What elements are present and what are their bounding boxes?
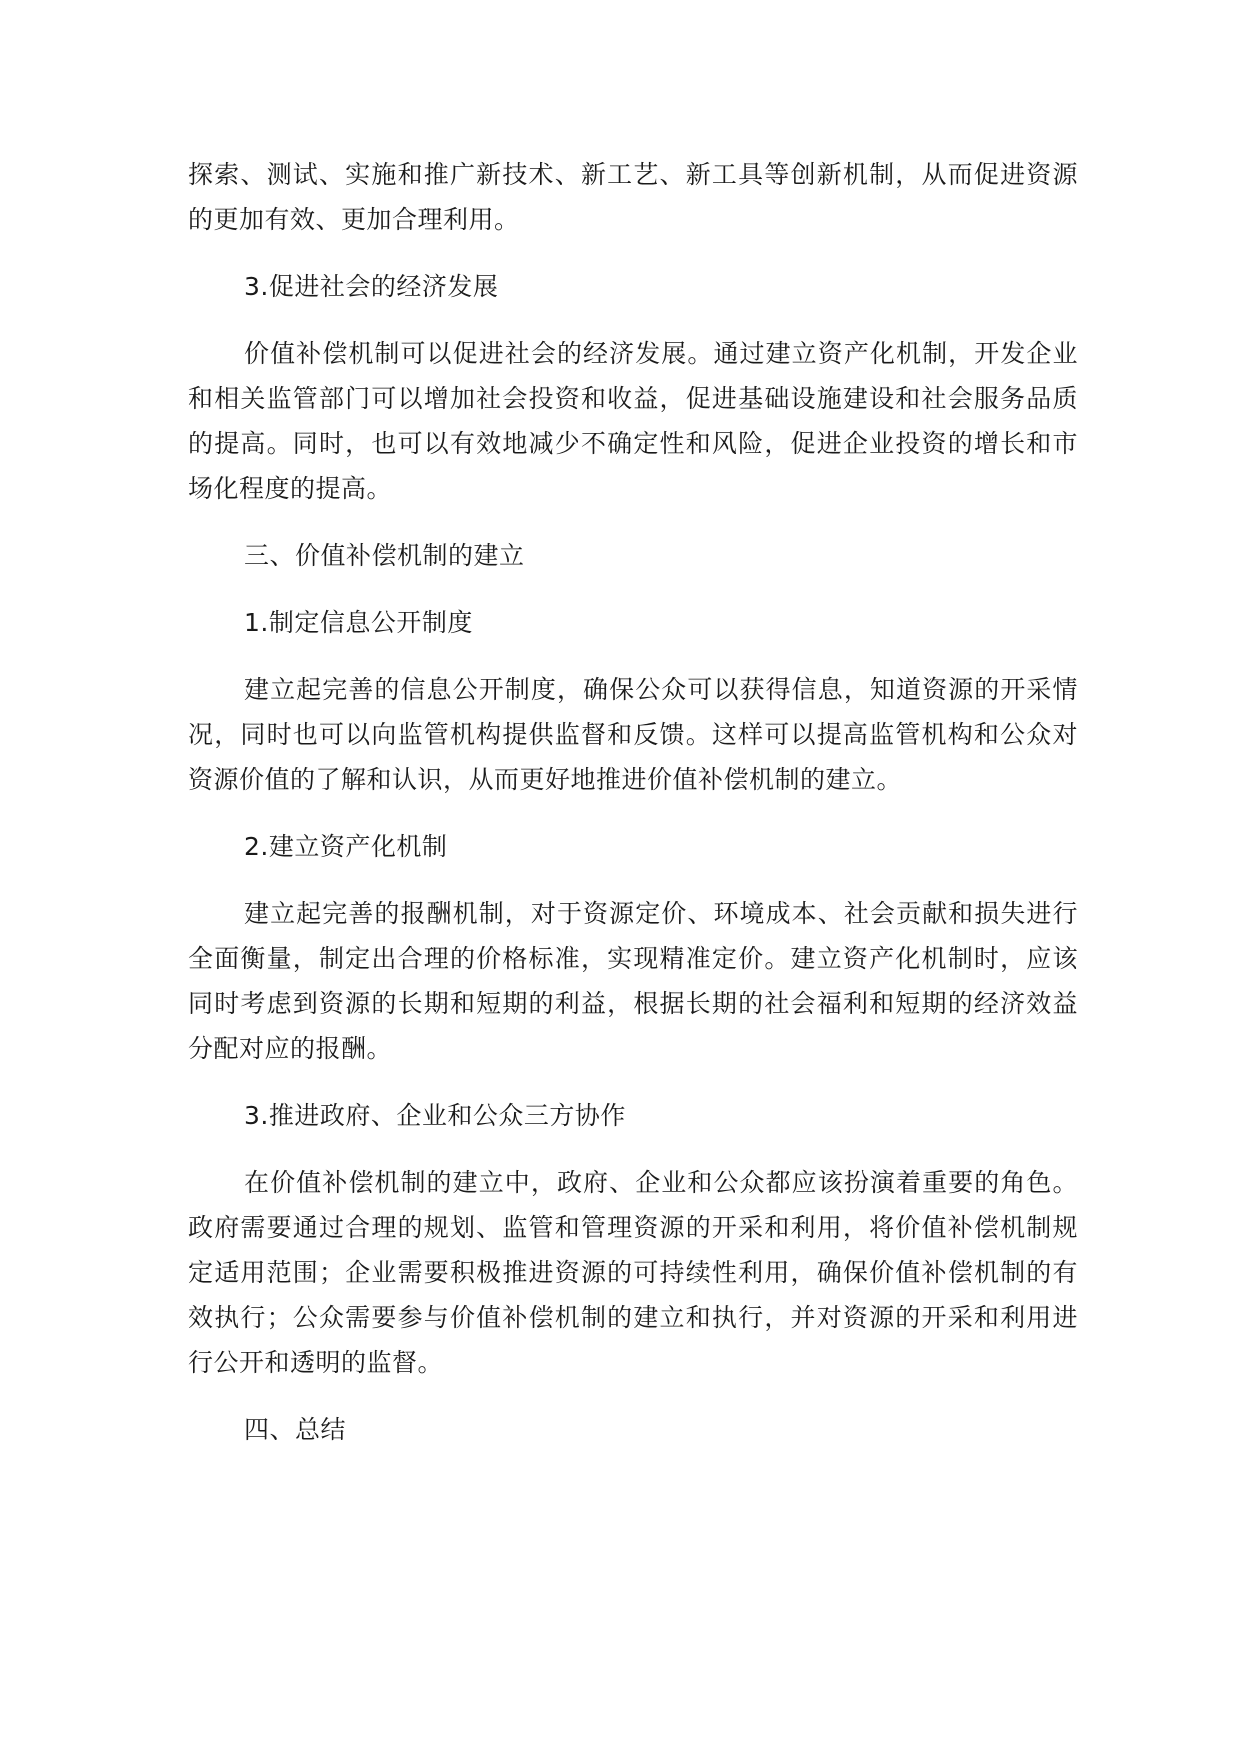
subheading-tripartite-cooperation: 3.推进政府、企业和公众三方协作	[244, 1101, 626, 1130]
subheading-capitalization-mechanism: 2.建立资产化机制	[244, 832, 448, 861]
subheading-economic-development: 3.促进社会的经济发展	[244, 272, 499, 301]
section-heading-summary: 四、总结	[244, 1415, 347, 1444]
paragraph-information-disclosure: 建立起完善的信息公开制度，确保公众可以获得信息，知道资源的开采情况，同时也可以向监管机构提供监督和反馈。这样可以提高监管机构和公众对资源价值的了解和认识，从而更好地推进价值补偿机制的建立。	[188, 675, 1078, 794]
subheading-information-disclosure: 1.制定信息公开制度	[244, 608, 473, 637]
paragraph-innovation-continued: 探索、测试、实施和推广新技术、新工艺、新工具等创新机制，从而促进资源的更加有效、更加合理利用。	[188, 160, 1078, 234]
paragraph-capitalization-mechanism: 建立起完善的报酬机制，对于资源定价、环境成本、社会贡献和损失进行全面衡量，制定出合理的价格标准，实现精准定价。建立资产化机制时，应该同时考虑到资源的长期和短期的利益，根据长期的社会福利和短期的经济效益分配对应的报酬。	[188, 899, 1078, 1063]
document-body	[188, 152, 1078, 1452]
paragraph-economic-development: 价值补偿机制可以促进社会的经济发展。通过建立资产化机制，开发企业和相关监管部门可以增加社会投资和收益，促进基础设施建设和社会服务品质的提高。同时，也可以有效地减少不确定性和风险，促进企业投资的增长和市场化程度的提高。	[188, 339, 1078, 503]
paragraph-tripartite-cooperation: 在价值补偿机制的建立中，政府、企业和公众都应该扮演着重要的角色。政府需要通过合理的规划、监管和管理资源的开采和利用，将价值补偿机制规定适用范围；企业需要积极推进资源的可持续性利用，确保价值补偿机制的有效执行；公众需要参与价值补偿机制的建立和执行，并对资源的开采和利用进行公开和透明的监督。	[188, 1168, 1078, 1377]
section-heading-establishment: 三、价值补偿机制的建立	[244, 541, 525, 570]
